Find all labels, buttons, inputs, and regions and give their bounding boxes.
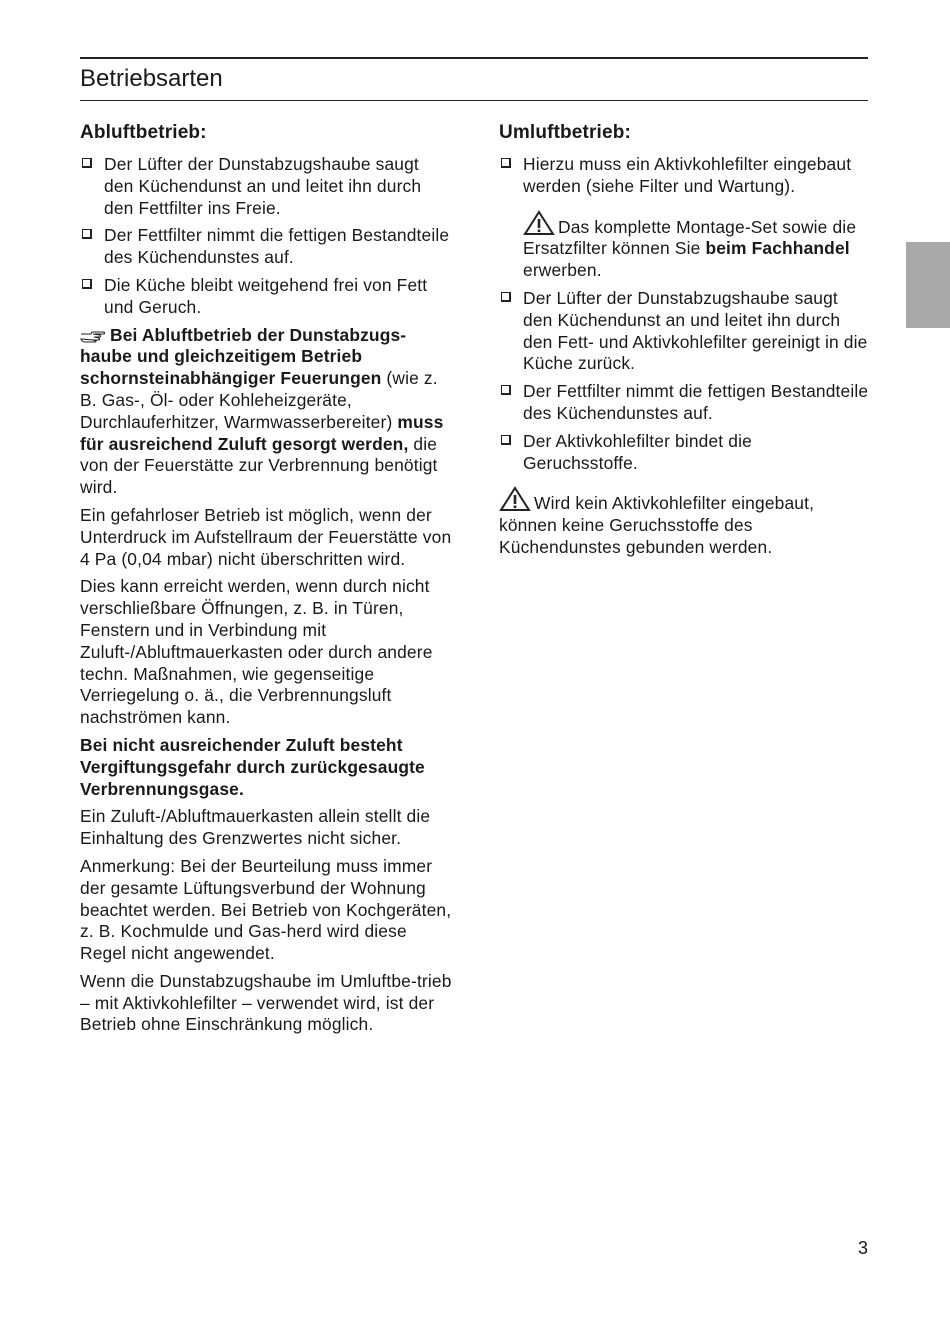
bullet-text: Der Lüfter der Dunstabzugshaube saugt den Küchendunst an und leitet ihn durch den Fettfilter ins Freie.	[104, 154, 422, 218]
bullet-text: Hierzu muss ein Aktivkohlefilter eingebaut werden (siehe Filter und Wartung).	[523, 154, 852, 196]
note-text-2: die von der Feuerstätte zur Verbrennung benötigt wird.	[80, 433, 438, 498]
list-item	[80, 275, 452, 319]
checkbox-icon	[501, 435, 511, 445]
page-title: Betriebsarten	[80, 65, 223, 92]
header-rule-top	[80, 57, 868, 59]
montage-note	[499, 210, 869, 282]
header-rule-bottom	[80, 100, 868, 101]
list-item	[499, 154, 869, 198]
bullet-text: Der Fettfilter nimmt die fettigen Bestandteile des Küchendunstes auf.	[104, 225, 450, 268]
montage-bold: beim Fachhandel	[705, 238, 850, 259]
paragraph-wall-box: Ein Zuluft-/Abluftmauerkasten allein stellt die Einhaltung des Grenzwertes nicht sicher.	[80, 806, 431, 849]
checkbox-icon	[82, 158, 92, 168]
list-item	[80, 225, 452, 269]
page-number: 3	[857, 1238, 868, 1258]
note-bold-1: Bei Abluftbetrieb der Dunstabzugs-haube und gleichzeitigem Betrieb schornsteinabhängiger Feuerungen	[80, 324, 407, 389]
checkbox-icon	[82, 279, 92, 289]
paragraph-recirculation: Wenn die Dunstabzugshaube im Umluftbe-trieb – mit Aktivkohlefilter – verwendet wird, ist der Betrieb ohne Einschränkung möglich.	[80, 970, 452, 1035]
paragraph-openings: Dies kann erreicht werden, wenn durch nicht verschließbare Öffnungen, z. B. in Türen, Fenstern und in Verbindung mit Zuluft-/Abluftmauerkasten oder durch andere techn. Maßnahmen, wie gegenseitige Verriegelung o. ä., die Verbrennungsluft nachströmen kann.	[80, 576, 433, 728]
note-bold-2: muss für ausreichend Zuluft gesorgt werden,	[80, 411, 444, 454]
side-tab-marker	[906, 242, 950, 328]
final-note	[499, 486, 869, 558]
abluft-heading: Abluftbetrieb:	[80, 122, 207, 143]
paragraph-remark: Anmerkung: Bei der Beurteilung muss immer der gesamte Lüftungsverbund der Wohnung beachtet werden. Bei Betrieb von Kochgeräten, z. B. Kochmulde und Gas-herd wird diese Regel nicht angewendet.	[80, 855, 452, 964]
right-column	[499, 120, 869, 565]
warning-triangle-icon	[499, 486, 531, 512]
list-item	[499, 381, 869, 425]
checkbox-icon	[501, 385, 511, 395]
list-item	[499, 288, 869, 375]
checkbox-icon	[501, 158, 511, 168]
final-note-text: Wird kein Aktivkohlefilter eingebaut, können keine Geruchsstoffe des Küchendunstes gebunden werden.	[499, 493, 815, 557]
checkbox-icon	[82, 229, 92, 239]
montage-text-1: Das komplette Montage-Set sowie die Ersatzfilter können Sie	[523, 216, 857, 259]
list-item	[499, 431, 869, 475]
umluft-heading: Umluftbetrieb:	[499, 122, 631, 143]
montage-text-2: erwerben.	[523, 260, 602, 281]
bullet-text: Der Lüfter der Dunstabzugshaube saugt den Küchendunst an und leitet ihn durch den Fett- und Aktivkohlefilter gereinigt in die Küche zurück.	[523, 287, 868, 374]
pointing-hand-icon	[80, 327, 106, 343]
paragraph-pressure: Ein gefahrloser Betrieb ist möglich, wenn der Unterdruck im Aufstellraum der Feuerstätte von 4 Pa (0,04 mbar) nicht überschritten wird.	[80, 504, 452, 569]
note-text-1: (wie z. B. Gas-, Öl- oder Kohleheizgeräte, Durchlauferhitzer, Warmwasserbereiter)	[80, 368, 438, 432]
bullet-text: Die Küche bleibt weitgehend frei von Fett und Geruch.	[104, 274, 428, 317]
left-column	[80, 120, 452, 1042]
checkbox-icon	[501, 292, 511, 302]
bullet-text: Der Fettfilter nimmt die fettigen Bestandteile des Küchendunstes auf.	[523, 381, 869, 423]
list-item	[80, 154, 452, 219]
warning-triangle-icon	[523, 210, 555, 236]
poisoning-warning: Bei nicht ausreichender Zuluft besteht Vergiftungsgefahr durch zurückgesaugte Verbrennungsgase.	[80, 734, 425, 799]
abluft-note	[80, 325, 452, 499]
bullet-text: Der Aktivkohlefilter bindet die Geruchsstoffe.	[523, 430, 752, 473]
